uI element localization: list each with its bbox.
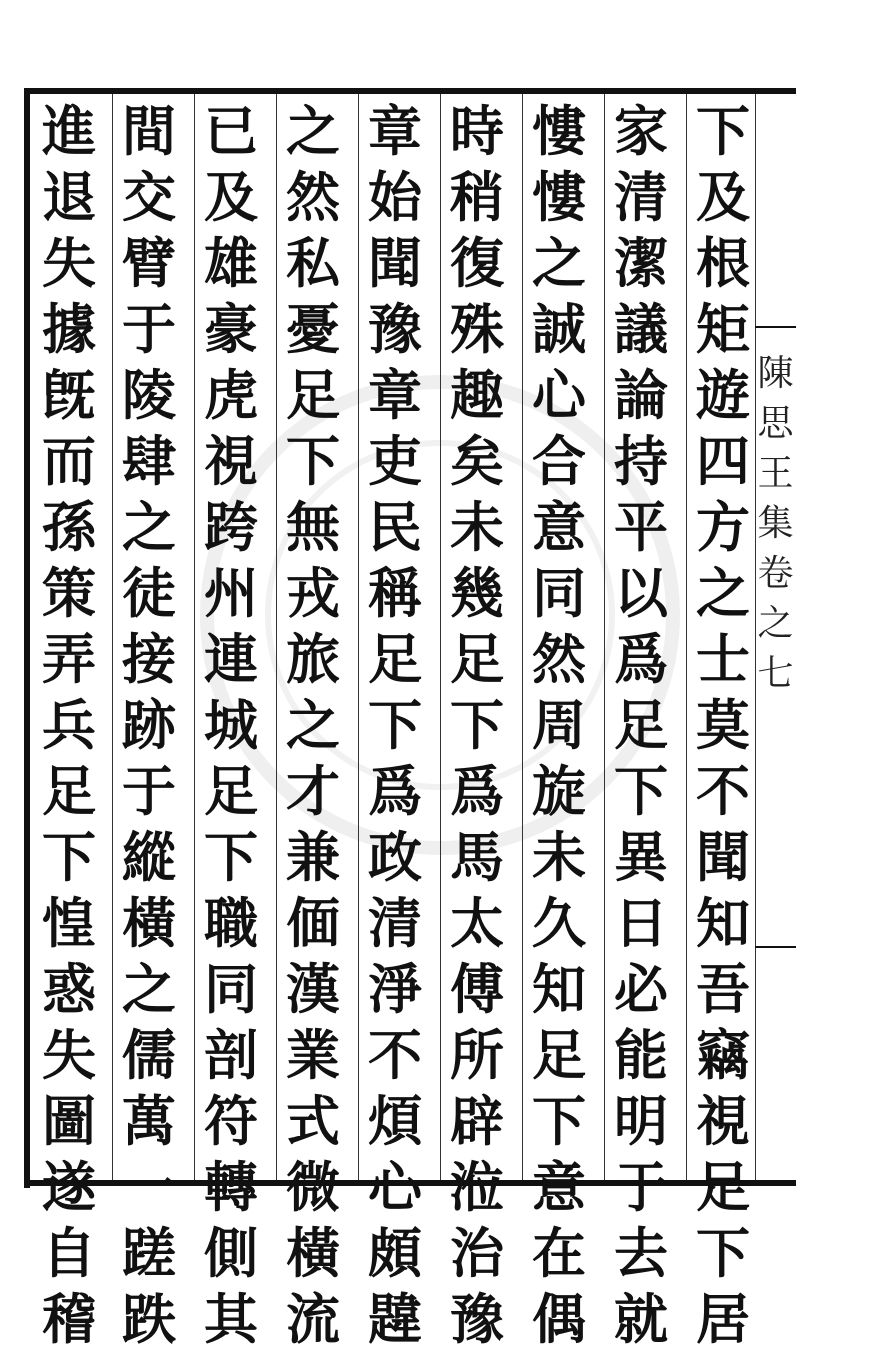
glyph: 漢 (286, 957, 340, 1021)
glyph: 旣 (42, 363, 96, 427)
glyph: 頗 (368, 1221, 422, 1285)
glyph: 心 (532, 363, 586, 427)
glyph: 才 (286, 759, 340, 823)
glyph: 而 (42, 429, 96, 493)
glyph: 旅 (286, 627, 340, 691)
glyph: 之 (122, 495, 176, 559)
text-column-5 (360, 98, 430, 1351)
glyph: 持 (614, 429, 668, 493)
glyph: 幾 (450, 561, 504, 625)
glyph: 韙 (368, 1287, 422, 1351)
glyph: 知 (532, 957, 586, 1021)
glyph: 戎 (286, 561, 340, 625)
glyph: 稽 (42, 1287, 96, 1351)
glyph: 足 (614, 693, 668, 757)
glyph: 于 (122, 759, 176, 823)
glyph: 進 (42, 99, 96, 163)
glyph: 之 (286, 99, 340, 163)
glyph: 卷 (757, 553, 794, 594)
column-rule (440, 94, 441, 1180)
glyph: 跡 (122, 693, 176, 757)
glyph: 其 (204, 1287, 258, 1351)
glyph: 清 (614, 165, 668, 229)
column-rule (686, 94, 687, 1180)
glyph: 一 (122, 1155, 176, 1219)
glyph: 之 (286, 693, 340, 757)
glyph: 章 (368, 99, 422, 163)
glyph: 自 (42, 1221, 96, 1285)
glyph: 矣 (450, 429, 504, 493)
glyph: 不 (368, 1023, 422, 1087)
glyph: 復 (450, 231, 504, 295)
glyph: 必 (614, 957, 668, 1021)
column-rule (194, 94, 195, 1180)
column-rule (276, 94, 277, 1180)
glyph: 同 (204, 957, 258, 1021)
glyph: 七 (757, 653, 794, 694)
glyph: 接 (122, 627, 176, 691)
glyph: 下 (450, 693, 504, 757)
glyph: 業 (286, 1023, 340, 1087)
glyph: 章 (368, 363, 422, 427)
glyph: 民 (368, 495, 422, 559)
glyph: 周 (532, 693, 586, 757)
glyph: 意 (532, 1155, 586, 1219)
glyph: 誠 (532, 297, 586, 361)
glyph: 合 (532, 429, 586, 493)
glyph: 莫 (696, 693, 750, 757)
glyph: 惶 (42, 891, 96, 955)
glyph: 煩 (368, 1089, 422, 1153)
glyph: 議 (614, 297, 668, 361)
glyph: 意 (532, 495, 586, 559)
glyph: 陵 (122, 363, 176, 427)
glyph: 臂 (122, 231, 176, 295)
glyph: 潔 (614, 231, 668, 295)
glyph: 失 (42, 1023, 96, 1087)
glyph: 失 (42, 231, 96, 295)
frame-left-border (24, 88, 30, 1188)
glyph: 竊 (696, 1023, 750, 1087)
glyph: 吏 (368, 429, 422, 493)
glyph: 辟 (450, 1089, 504, 1153)
glyph: 已 (204, 99, 258, 163)
text-column-3 (524, 98, 594, 1351)
glyph: 根 (696, 231, 750, 295)
glyph: 憂 (286, 297, 340, 361)
glyph: 無 (286, 495, 340, 559)
glyph: 城 (204, 693, 258, 757)
glyph: 論 (614, 363, 668, 427)
glyph: 始 (368, 165, 422, 229)
glyph: 職 (204, 891, 258, 955)
glyph: 州 (204, 561, 258, 625)
glyph: 豪 (204, 297, 258, 361)
glyph: 下 (696, 99, 750, 163)
glyph: 慺 (532, 99, 586, 163)
glyph: 足 (696, 1155, 750, 1219)
glyph: 之 (757, 603, 794, 644)
glyph: 交 (122, 165, 176, 229)
glyph: 馬 (450, 825, 504, 889)
glyph: 之 (122, 957, 176, 1021)
glyph: 傅 (450, 957, 504, 1021)
glyph: 時 (450, 99, 504, 163)
glyph: 之 (532, 231, 586, 295)
text-column-1 (688, 98, 758, 1351)
glyph: 流 (286, 1287, 340, 1351)
glyph: 以 (614, 561, 668, 625)
glyph: 下 (368, 693, 422, 757)
glyph: 偶 (532, 1287, 586, 1351)
glyph: 思 (757, 403, 794, 444)
glyph: 稍 (450, 165, 504, 229)
glyph: 剖 (204, 1023, 258, 1087)
glyph: 符 (204, 1089, 258, 1153)
glyph: 心 (368, 1155, 422, 1219)
glyph: 及 (696, 165, 750, 229)
glyph: 異 (614, 825, 668, 889)
glyph: 矩 (696, 297, 750, 361)
glyph: 于 (122, 297, 176, 361)
glyph: 趣 (450, 363, 504, 427)
glyph: 式 (286, 1089, 340, 1153)
glyph: 家 (614, 99, 668, 163)
glyph: 清 (368, 891, 422, 955)
glyph: 下 (614, 759, 668, 823)
glyph: 聞 (696, 825, 750, 889)
glyph: 跨 (204, 495, 258, 559)
edge-rule-lower (755, 946, 796, 948)
text-column-7 (196, 98, 266, 1351)
glyph: 聞 (368, 231, 422, 295)
glyph: 于 (614, 1155, 668, 1219)
glyph: 稱 (368, 561, 422, 625)
glyph: 偭 (286, 891, 340, 955)
glyph: 足 (450, 627, 504, 691)
glyph: 陳 (757, 353, 794, 394)
glyph: 足 (532, 1023, 586, 1087)
edge-rule-upper (755, 326, 796, 328)
glyph: 豫 (450, 1287, 504, 1351)
glyph: 惑 (42, 957, 96, 1021)
text-column-6 (278, 98, 348, 1351)
frame-top-border (24, 88, 796, 94)
glyph: 據 (42, 297, 96, 361)
glyph: 足 (42, 759, 96, 823)
glyph: 未 (450, 495, 504, 559)
glyph: 蹉 (122, 1221, 176, 1285)
glyph: 雄 (204, 231, 258, 295)
glyph: 視 (204, 429, 258, 493)
glyph: 虎 (204, 363, 258, 427)
text-column-2 (606, 98, 676, 1351)
column-rule (604, 94, 605, 1180)
glyph: 去 (614, 1221, 668, 1285)
glyph: 下 (286, 429, 340, 493)
glyph: 兼 (286, 825, 340, 889)
glyph: 然 (286, 165, 340, 229)
glyph: 之 (696, 561, 750, 625)
glyph: 間 (122, 99, 176, 163)
glyph: 跌 (122, 1287, 176, 1351)
glyph: 淨 (368, 957, 422, 1021)
glyph: 四 (696, 429, 750, 493)
glyph: 日 (614, 891, 668, 955)
glyph: 足 (286, 363, 340, 427)
glyph: 遊 (696, 363, 750, 427)
edge-panel (755, 94, 796, 1180)
glyph: 殊 (450, 297, 504, 361)
glyph: 轉 (204, 1155, 258, 1219)
glyph: 橫 (286, 1221, 340, 1285)
glyph: 策 (42, 561, 96, 625)
glyph: 遂 (42, 1155, 96, 1219)
text-column-8 (114, 98, 184, 1351)
column-rule (522, 94, 523, 1180)
glyph: 未 (532, 825, 586, 889)
glyph: 連 (204, 627, 258, 691)
glyph: 在 (532, 1221, 586, 1285)
glyph: 王 (757, 453, 794, 494)
glyph: 下 (42, 825, 96, 889)
glyph: 下 (532, 1089, 586, 1153)
glyph: 就 (614, 1287, 668, 1351)
edge-title (755, 349, 796, 699)
glyph: 及 (204, 165, 258, 229)
glyph: 爲 (450, 759, 504, 823)
glyph: 不 (696, 759, 750, 823)
column-rule (358, 94, 359, 1180)
glyph: 政 (368, 825, 422, 889)
text-column-9 (34, 98, 104, 1351)
glyph: 爲 (614, 627, 668, 691)
glyph: 縱 (122, 825, 176, 889)
glyph: 知 (696, 891, 750, 955)
glyph: 涖 (450, 1155, 504, 1219)
glyph: 吾 (696, 957, 750, 1021)
glyph: 孫 (42, 495, 96, 559)
glyph: 萬 (122, 1089, 176, 1153)
glyph: 足 (368, 627, 422, 691)
glyph: 下 (204, 825, 258, 889)
glyph: 平 (614, 495, 668, 559)
glyph: 所 (450, 1023, 504, 1087)
glyph: 兵 (42, 693, 96, 757)
glyph: 士 (696, 627, 750, 691)
glyph: 慺 (532, 165, 586, 229)
glyph: 旋 (532, 759, 586, 823)
glyph: 方 (696, 495, 750, 559)
glyph: 久 (532, 891, 586, 955)
glyph: 圖 (42, 1089, 96, 1153)
glyph: 下 (696, 1221, 750, 1285)
glyph: 側 (204, 1221, 258, 1285)
glyph: 弄 (42, 627, 96, 691)
glyph: 同 (532, 561, 586, 625)
glyph: 能 (614, 1023, 668, 1087)
glyph: 足 (204, 759, 258, 823)
glyph: 微 (286, 1155, 340, 1219)
text-column-4 (442, 98, 512, 1351)
glyph: 肆 (122, 429, 176, 493)
glyph: 居 (696, 1287, 750, 1351)
glyph: 然 (532, 627, 586, 691)
glyph: 治 (450, 1221, 504, 1285)
glyph: 橫 (122, 891, 176, 955)
glyph: 徒 (122, 561, 176, 625)
glyph: 集 (757, 503, 794, 544)
glyph: 私 (286, 231, 340, 295)
glyph: 爲 (368, 759, 422, 823)
glyph: 退 (42, 165, 96, 229)
glyph: 太 (450, 891, 504, 955)
glyph: 儒 (122, 1023, 176, 1087)
glyph: 視 (696, 1089, 750, 1153)
column-rule (112, 94, 113, 1180)
glyph: 明 (614, 1089, 668, 1153)
glyph: 豫 (368, 297, 422, 361)
